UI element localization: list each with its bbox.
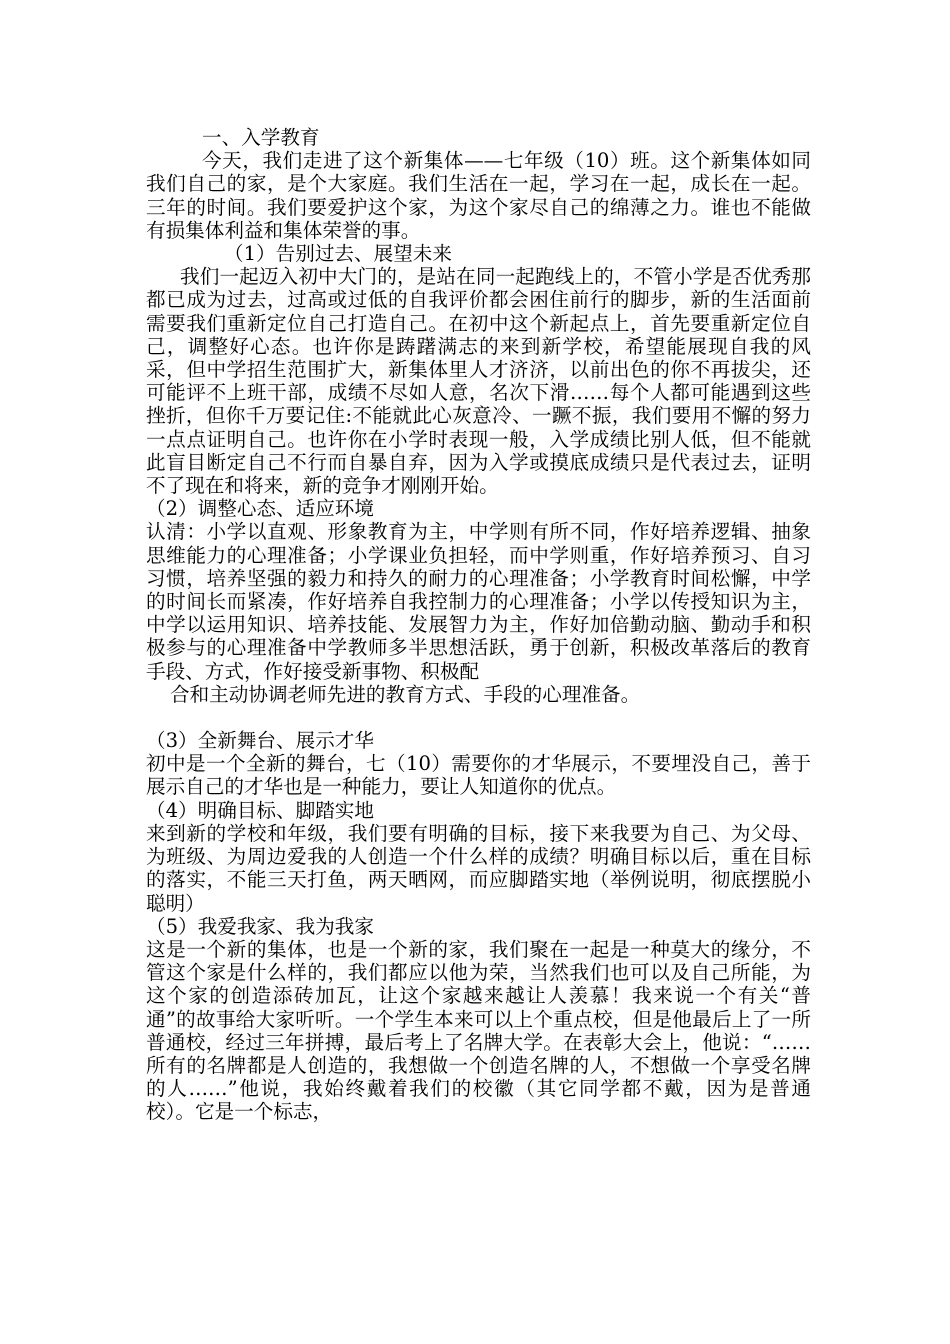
section-1-title: （1）告别过去、展望未来	[224, 242, 452, 266]
section-5-title: （5）我爱我家、我为我家	[146, 914, 374, 938]
section-2-tail: 合和主动协调老师先进的教育方式、手段的心理准备。	[170, 682, 641, 706]
blank-line	[146, 706, 811, 729]
section-2-title: （2）调整心态、适应环境	[146, 497, 374, 521]
section-3-body: 初中是一个全新的舞台，七（10）需要你的才华展示，不要埋没自己，善于展示自己的才华也是一种能力，要让人知道你的优点。	[146, 752, 811, 799]
section-4-title: （4）明确目标、脚踏实地	[146, 798, 374, 822]
intro-paragraph: 今天，我们走进了这个新集体——七年级（10）班。这个新集体如同我们自己的家，是个大家庭。我们生活在一起，学习在一起，成长在一起。三年的时间。我们要爱护这个家，为这个家尽自己的绵薄之力。谁也不能做有损集体利益和集体荣誉的事。	[146, 149, 811, 242]
document-body	[146, 126, 811, 1124]
section-1-body: 我们一起迈入初中大门的，是站在同一起跑线上的，不管小学是否优秀那都已成为过去，过高或过低的自我评价都会困住前行的脚步，新的生活面前需要我们重新定位自己打造自己。在初中这个新起点上，首先要重新定位自己，调整好心态。也许你是踌躇满志的来到新学校，希望能展现自我的风采，但中学招生范围扩大，新集体里人才济济，以前出色的你不再拔尖，还可能评不上班干部，成绩不尽如人意，名次下滑……每个人都可能遇到这些挫折，但你千万要记住:不能就此心灰意冷、一蹶不振，我们要用不懈的努力一点点证明自己。也许你在小学时表现一般，入学成绩比别人低，但不能就此盲目断定自己不行而自暴自弃，因为入学或摸底成绩只是代表过去，证明不了现在和将来，新的竞争才刚刚开始。	[146, 265, 811, 498]
section-5-body: 这是一个新的集体，也是一个新的家，我们聚在一起是一种莫大的缘分，不管这个家是什么样的，我们都应以他为荣，当然我们也可以及自己所能，为这个家的创造添砖加瓦，让这个家越来越让人羡慕！我来说一个有关“普通”的故事给大家听听。一个学生本来可以上个重点校，但是他最后上了一所普通校，经过三年拼搏，最后考上了名牌大学。在表彰大会上，他说：“……所有的名牌都是人创造的，我想做一个创造名牌的人，不想做一个享受名牌的人……”他说，我始终戴着我们的校徽（其它同学都不戴，因为是普通校）。它是一个标志，	[146, 937, 811, 1124]
section-4-body: 来到新的学校和年级，我们要有明确的目标，接下来我要为自己、为父母、为班级、为周边爱我的人创造一个什么样的成绩？明确目标以后，重在目标的落实，不能三天打鱼，两天晒网，而应脚踏实地（举例说明，彻底摆脱小聪明）	[146, 821, 811, 915]
section-heading: 一、入学教育	[202, 126, 320, 149]
section-2-body: 认清：小学以直观、形象教育为主，中学则有所不同，作好培养逻辑、抽象思维能力的心理准备；小学课业负担轻，而中学则重，作好培养预习、自习习惯，培养坚强的毅力和持久的耐力的心理准备；小学教育时间松懈，中学的时间长而紧凑，作好培养自我控制力的心理准备；小学以传授知识为主，中学以运用知识、培养技能、发展智力为主，作好加倍勤动脑、勤动手和积极参与的心理准备中学教师多半思想活跃，勇于创新，积极改革落后的教育手段、方式，作好接受新事物、积极配	[146, 520, 811, 683]
section-3-title: （3）全新舞台、展示才华	[146, 729, 374, 753]
